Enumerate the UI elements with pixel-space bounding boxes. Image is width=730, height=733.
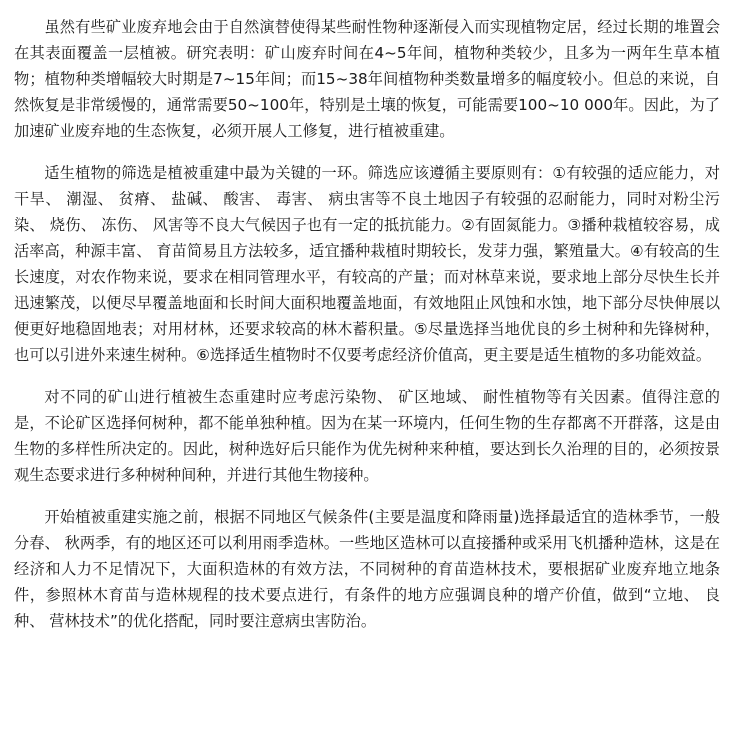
paragraph-mine-factors: 对不同的矿山进行植被生态重建时应考虑污染物、 矿区地域、 耐性植物等有关因素。值得注意的是，不论矿区选择何树种，都不能单独种植。因为在某一环境内，任何生物的生存都离不开群落，这是由生物的多样性所决定的。因此，树种选好后只能作为优先树种来种植，要达到长久治理的目的，必须按景观生态要求进行多种树种间种，并进行其他生物接种。 [14, 388, 720, 484]
document-body [14, 14, 720, 634]
paragraph-plant-selection: 适生植物的筛选是植被重建中最为关键的一环。筛选应该遵循主要原则有：①有较强的适应能力，对干旱、 潮湿、 贫瘠、 盐碱、 酸害、 毒害、 病虫害等不良土地因子有较强的忍耐能力，同时对粉尘污染、 烧伤、 冻伤、 风害等不良大气候因子也有一定的抵抗能力。②有固氮能力。③播种栽植较容易，成活率高，种源丰富、 育苗简易且方法较多，适宜播种栽植时期较长，发芽力强，繁殖量大。④有较高的生长速度，对农作物来说，要求在相同管理水平，有较高的产量；而对林草来说，要求地上部分尽快生长并迅速繁茂，以便尽早覆盖地面和长时间大面积地覆盖地面，有效地阻止风蚀和水蚀，地下部分尽快伸展以便更好地稳固地表；对用材林，还要求较高的林木蓄积量。⑤尽量选择当地优良的乡土树种和先锋树种，也可以引进外来速生树种。⑥选择适生植物时不仅要考虑经济价值高，更主要是适生植物的多功能效益。 [14, 164, 720, 364]
paragraph-implementation: 开始植被重建实施之前，根据不同地区气候条件(主要是温度和降雨量)选择最适宜的造林季节，一般分春、 秋两季，有的地区还可以利用雨季造林。一些地区造林可以直接播种或采用飞机播种造林，这是在经济和人力不足情况下，大面积造林的有效方法，不同树种的育苗造林技术，要根据矿业废弃地立地条件，参照林木育苗与造林规程的技术要点进行，有条件的地方应强调良种的增产价值，做到“立地、 良种、 营林技术”的优化搭配，同时要注意病虫害防治。 [14, 508, 720, 630]
paragraph-natural-recovery: 虽然有些矿业废弃地会由于自然演替使得某些耐性物种逐渐侵入而实现植物定居，经过长期的堆置会在其表面覆盖一层植被。研究表明：矿山废弃时间在4~5年间，植物种类较少，且多为一两年生草本植物；植物种类增幅较大时期是7~15年间；而15~38年间植物种类数量增多的幅度较小。但总的来说，自然恢复是非常缓慢的，通常需要50~100年，特别是土壤的恢复，可能需要100~10 000年。因此，为了加速矿业废弃地的生态恢复，必须开展人工修复，进行植被重建。 [14, 18, 720, 140]
